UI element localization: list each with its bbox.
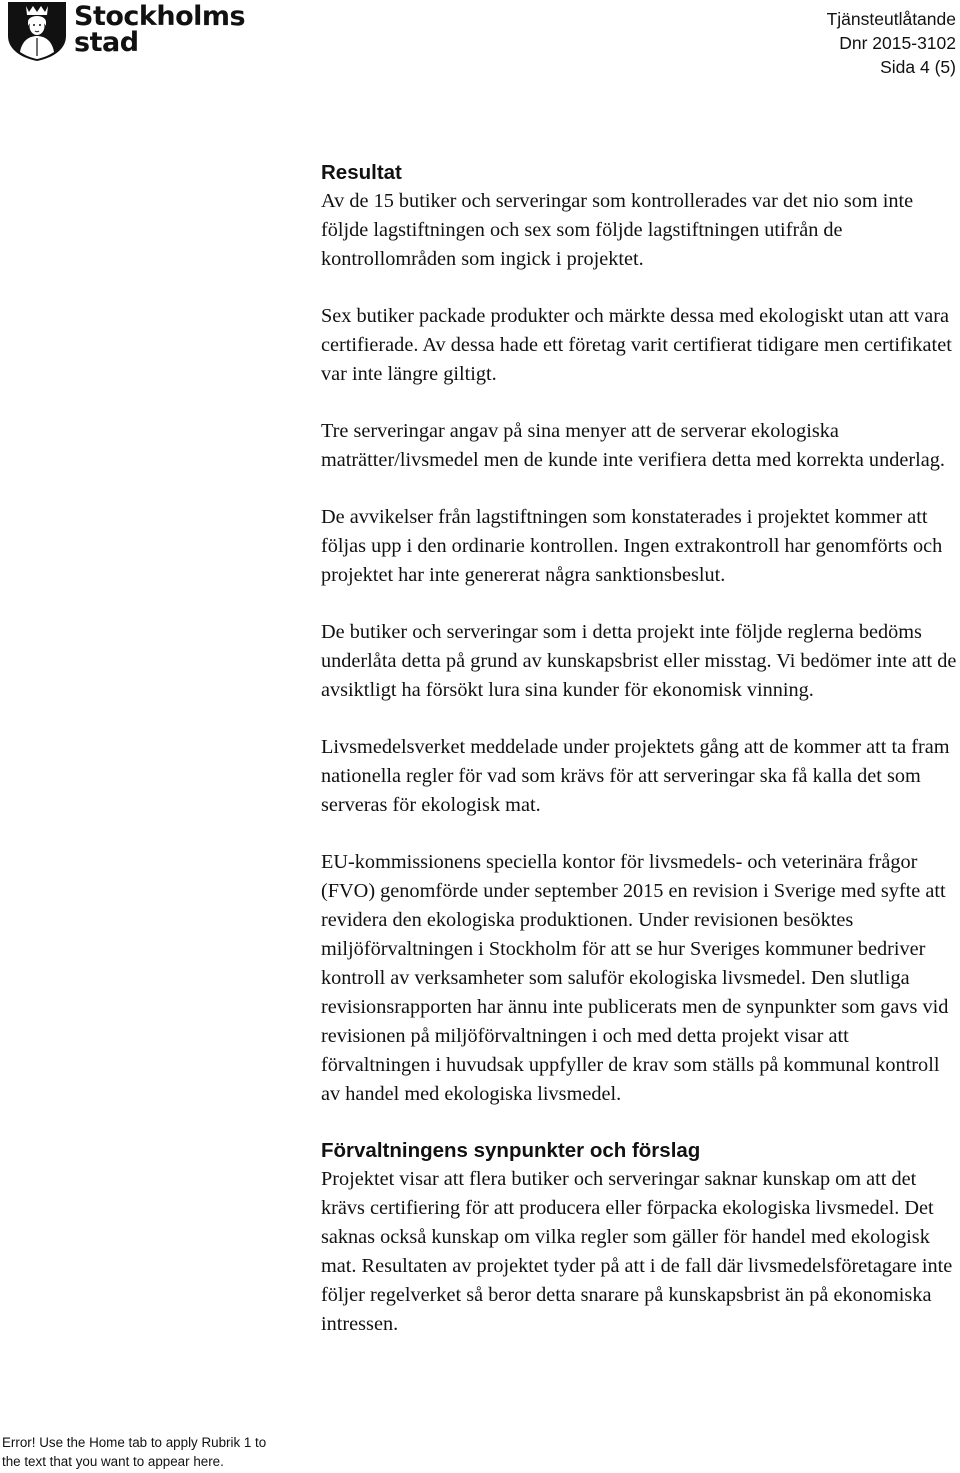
section-heading-results: Resultat <box>321 161 402 184</box>
paragraph: De butiker och serveringar som i detta projekt inte följde reglerna bedöms underlåta detta på grund av kunskapsbrist eller misstag. Vi bedömer inte att de avsiktligt ha försökt lura sina kunder för ekonomisk vinning. <box>321 621 957 701</box>
logo-line-1: Stockholms <box>74 1 246 32</box>
city-crest-icon <box>4 0 70 62</box>
logo-wordmark <box>74 1 246 58</box>
logo-line-2: stad <box>74 27 139 58</box>
section-heading-opinion: Förvaltningens synpunkter och förslag <box>321 1139 701 1162</box>
footer-error-note: Error! Use the Home tab to apply Rubrik 1 to the text that you want to appear here. <box>2 1435 267 1469</box>
paragraph: Tre serveringar angav på sina menyer att de serverar ekologiska maträtter/livsmedel men de kunde inte verifiera detta med korrekta underlag. <box>321 420 945 471</box>
paragraph: De avvikelser från lagstiftningen som konstaterades i projektet kommer att följas upp i den ordinarie kontrollen. Ingen extrakontroll har genomförts och projektet har inte genererat några sanktionsbeslut. <box>321 506 943 586</box>
document-body <box>321 158 957 1339</box>
paragraph: Livsmedelsverket meddelade under projektets gång att de kommer att ta fram nationella regler för vad som krävs för att serveringar ska få kalla det som serveras för ekologisk mat. <box>321 736 950 816</box>
paragraph: Sex butiker packade produkter och märkte dessa med ekologiskt utan att vara certifierade. Av dessa hade ett företag varit certifierat tidigare men certifikatet var inte längre giltigt. <box>321 305 952 385</box>
page-number: Sida 4 (5) <box>880 57 956 77</box>
paragraph: Av de 15 butiker och serveringar som kontrollerades var det nio som inte följde lagstiftningen och sex som följde lagstiftningen utifrån de kontrollområden som ingick i projektet. <box>321 190 914 270</box>
document-type: Tjänsteutlåtande <box>826 9 956 29</box>
stockholms-stad-logo <box>4 0 244 62</box>
paragraph: Projektet visar att flera butiker och serveringar saknar kunskap om att det krävs certifiering för att producera eller förpacka ekologiska livsmedel. Det saknas också kunskap om vilka regler som gäller för handel med ekologisk mat. Resultaten av projektet tyder på att i de fall där livsmedelsföretagare inte följer regelverket så beror detta snarare på kunskapsbrist än på ekonomiska intressen. <box>321 1168 953 1335</box>
paragraph: EU-kommissionens speciella kontor för livsmedels- och veterinära frågor (FVO) genomförde under september 2015 en revision i Sverige med syfte att revidera den ekologiska produktionen. Under revisionen besöktes miljöförvaltningen i Stockholm för att se hur Sveriges kommuner bedriver kontroll av verksamheter som saluför ekologiska livsmedel. Den slutliga revisionsrapporten har ännu inte publicerats men de synpunkter som gavs vid revisionen på miljöförvaltningen i och med detta projekt visar att förvaltningen i huvudsak uppfyller de krav som ställs på kommunal kontroll av handel med ekologiska livsmedel. <box>321 851 949 1105</box>
document-number: Dnr 2015-3102 <box>839 33 956 53</box>
document-header-info <box>827 7 956 79</box>
